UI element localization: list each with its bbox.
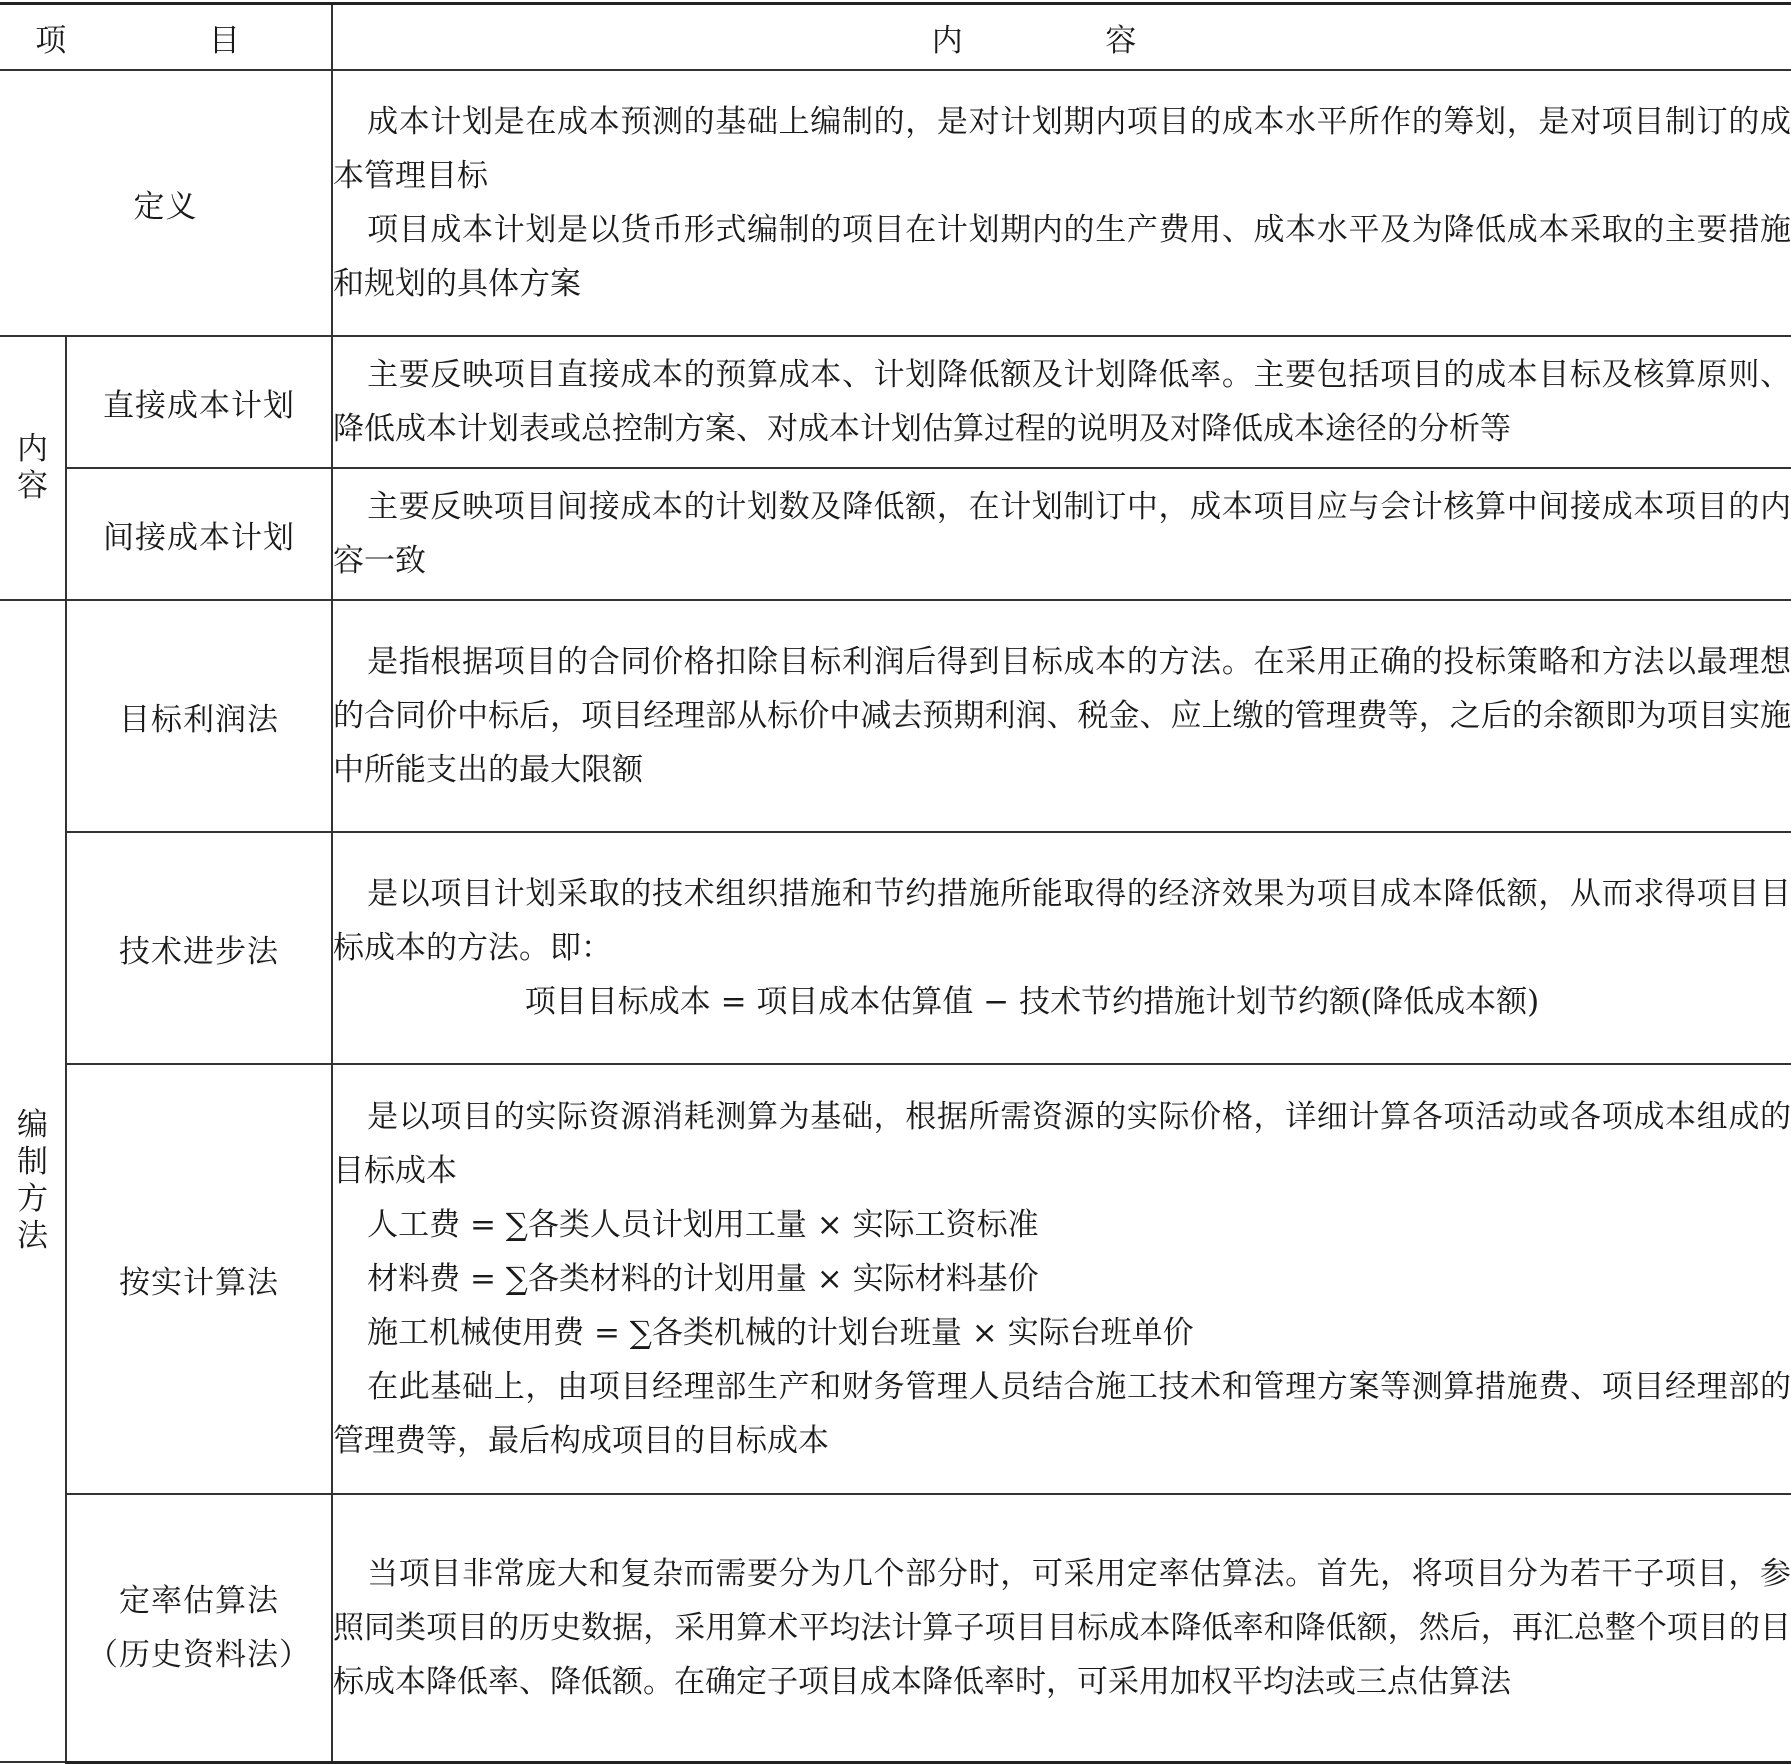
definition-paragraph-1: 成本计划是在成本预测的基础上编制的，是对计划期内项目的成本水平所作的筹划，是对项目制订的成本管理目标 — [333, 104, 1791, 194]
tech-progress-text: 是以项目计划采取的技术组织措施和节约措施所能取得的经济效果为项目成本降低额，从而求得项目目标成本的方法。即： — [333, 876, 1791, 966]
definition-content — [332, 70, 1791, 336]
direct-cost-text: 主要反映项目直接成本的预算成本、计划降低额及计划降低率。主要包括项目的成本目标及核算原则、降低成本计划表或总控制方案、对成本计划估算过程的说明及对降低成本途径的分析等 — [333, 357, 1791, 447]
direct-cost-content — [332, 336, 1791, 468]
group-label-method — [0, 600, 66, 1762]
group-content-char-1: 内 — [17, 431, 48, 467]
formula-material: 材料费 = ∑各类材料的计划用量 × 实际材料基价 — [367, 1261, 1039, 1297]
tech-progress-content — [332, 832, 1791, 1064]
row-target-profit — [0, 600, 1791, 832]
row-indirect-cost — [0, 468, 1791, 600]
actual-calc-label: 按实计算法 — [66, 1064, 332, 1494]
actual-calc-content — [332, 1064, 1791, 1494]
cost-plan-table — [0, 2, 1791, 1764]
definition-paragraph-2: 项目成本计划是以货币形式编制的项目在计划期内的生产费用、成本水平及为降低成本采取的主要措施和规划的具体方案 — [333, 212, 1791, 302]
indirect-cost-content — [332, 468, 1791, 600]
header-item: 项 目 — [0, 4, 332, 71]
target-profit-content — [332, 600, 1791, 832]
formula-machine: 施工机械使用费 = ∑各类机械的计划台班量 × 实际台班单价 — [367, 1315, 1194, 1351]
row-rate-estimate — [0, 1494, 1791, 1762]
group-label-content — [0, 336, 66, 600]
header-row — [0, 4, 1791, 71]
group-method-char-2: 制 — [17, 1144, 48, 1180]
rate-estimate-label-line-1: 定率估算法 — [119, 1582, 279, 1619]
group-method-char-1: 编 — [17, 1107, 48, 1143]
group-method-char-3: 方 — [17, 1181, 48, 1217]
target-profit-label: 目标利润法 — [66, 600, 332, 832]
rate-estimate-label-line-2: （历史资料法） — [87, 1636, 311, 1673]
header-content: 内 容 — [332, 4, 1791, 71]
row-direct-cost — [0, 336, 1791, 468]
direct-cost-label: 直接成本计划 — [66, 336, 332, 468]
target-profit-text: 是指根据项目的合同价格扣除目标利润后得到目标成本的方法。在采用正确的投标策略和方法以最理想的合同价中标后，项目经理部从标价中减去预期利润、税金、应上缴的管理费等，之后的余额即为项目实施中所能支出的最大限额 — [333, 644, 1791, 788]
actual-calc-intro: 是以项目的实际资源消耗测算为基础，根据所需资源的实际价格，详细计算各项活动或各项成本组成的目标成本 — [333, 1099, 1791, 1189]
row-actual-calc — [0, 1064, 1791, 1494]
row-tech-progress — [0, 832, 1791, 1064]
actual-calc-closing: 在此基础上，由项目经理部生产和财务管理人员结合施工技术和管理方案等测算措施费、项目经理部的管理费等，最后构成项目的目标成本 — [333, 1369, 1791, 1459]
indirect-cost-label: 间接成本计划 — [66, 468, 332, 600]
indirect-cost-text: 主要反映项目间接成本的计划数及降低额，在计划制订中，成本项目应与会计核算中间接成本项目的内容一致 — [333, 489, 1791, 579]
rate-estimate-text: 当项目非常庞大和复杂而需要分为几个部分时，可采用定率估算法。首先，将项目分为若干子项目，参照同类项目的历史数据，采用算术平均法计算子项目目标成本降低率和降低额，然后，再汇总整个项目的目标成本降低率、降低额。在确定子项目成本降低率时，可采用加权平均法或三点估算法 — [333, 1555, 1791, 1700]
tech-progress-label: 技术进步法 — [66, 832, 332, 1064]
tech-progress-formula: 项目目标成本 = 项目成本估算值 − 技术节约措施计划节约额(降低成本额) — [524, 984, 1540, 1020]
row-definition — [0, 70, 1791, 336]
definition-label: 定义 — [0, 70, 332, 336]
rate-estimate-content — [332, 1494, 1791, 1762]
formula-labor: 人工费 = ∑各类人员计划用工量 × 实际工资标准 — [367, 1207, 1039, 1243]
rate-estimate-label — [66, 1494, 332, 1762]
group-content-char-2: 容 — [17, 468, 48, 504]
group-method-char-4: 法 — [17, 1218, 48, 1254]
